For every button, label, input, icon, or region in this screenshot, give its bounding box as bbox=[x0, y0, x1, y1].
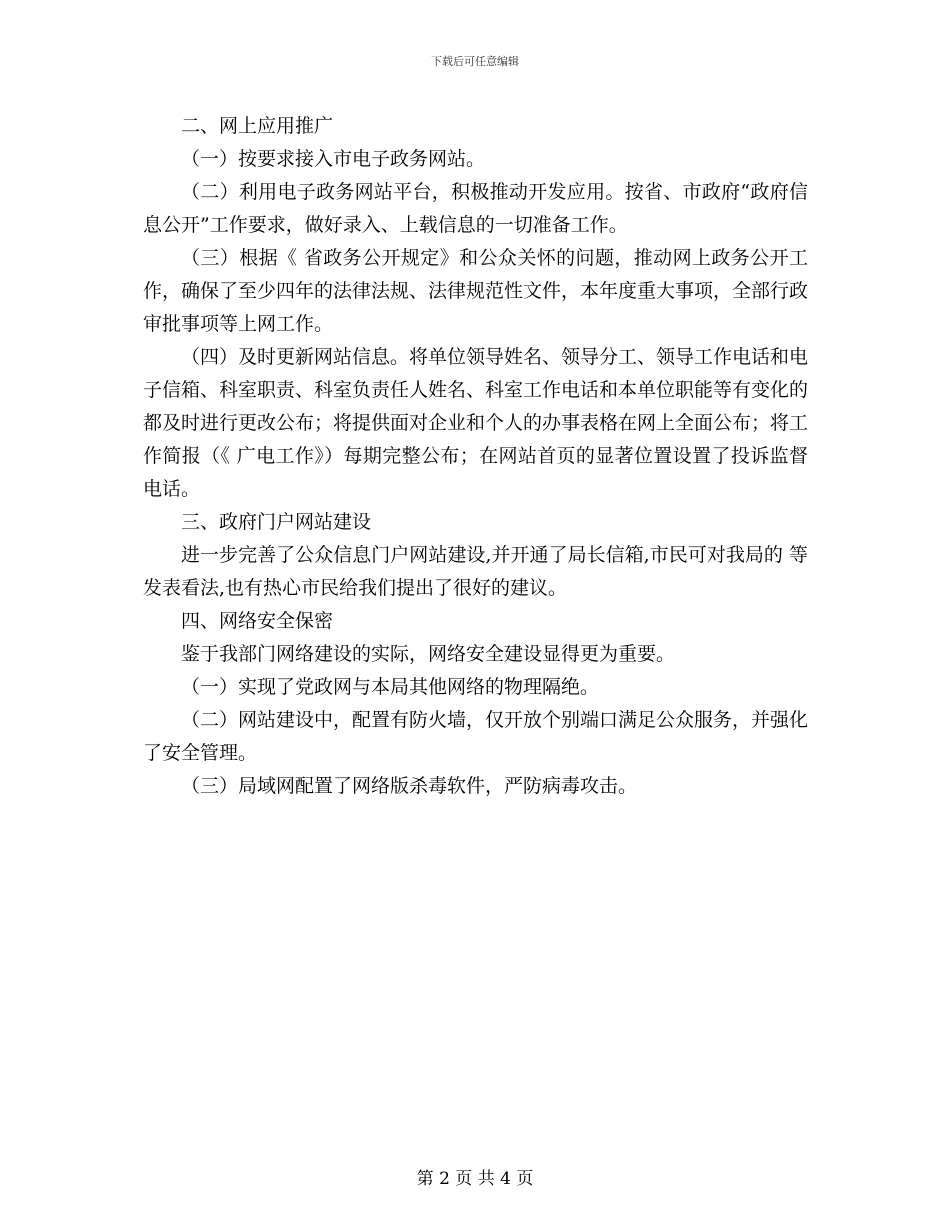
section-heading-online-apps: 二、网上应用推广 bbox=[181, 115, 334, 137]
paragraph: （一）实现了党政网与本局其他网络的物理隔绝。 bbox=[181, 676, 600, 698]
paragraph: （二）网站建设中，配置有防火墙，仅开放个别端口满足公众服务，并强化了安全管理。 bbox=[143, 709, 809, 764]
section-heading-security: 四、网络安全保密 bbox=[181, 610, 334, 632]
document-body bbox=[143, 110, 808, 803]
paragraph: 进一步完善了公众信息门户网站建设,并开通了局长信箱,市民可对我局的 等发表看法,也有热心市民给我们提出了很好的建议。 bbox=[143, 544, 808, 599]
paragraph: （三）根据《 省政务公开规定》和公众关怀的问题，推动网上政务公开工作，确保了至少四年的法律法规、法律规范性文件，本年度重大事项，全部行政审批事项等上网工作。 bbox=[143, 247, 809, 335]
paragraph: 鉴于我部门网络建设的实际，网络安全建设显得更为重要。 bbox=[181, 643, 676, 665]
page-header: 下载后可任意编辑 bbox=[431, 55, 519, 68]
paragraph: （四）及时更新网站信息。将单位领导姓名、领导分工、领导工作电话和电子信箱、科室职责、科室负责任人姓名、科室工作电话和本单位职能等有变化的都及时进行更改公布；将提供面对企业和个人的办事表格在网上全面公布；将工作简报（《 广电工作》）每期完整公布；在网站首页的显著位置设置了投诉监督电话。 bbox=[143, 346, 809, 500]
page-footer: 第 2 页 共 4 页 bbox=[416, 1169, 534, 1189]
paragraph: （二）利用电子政务网站平台，积极推动开发应用。按省、市政府“政府信息公开”工作要求，做好录入、上载信息的一切准备工作。 bbox=[143, 181, 808, 236]
paragraph: （一）按要求接入市电子政务网站。 bbox=[181, 148, 486, 170]
section-heading-portal: 三、政府门户网站建设 bbox=[181, 511, 372, 533]
paragraph: （三）局域网配置了网络版杀毒软件，严防病毒攻击。 bbox=[181, 775, 638, 797]
